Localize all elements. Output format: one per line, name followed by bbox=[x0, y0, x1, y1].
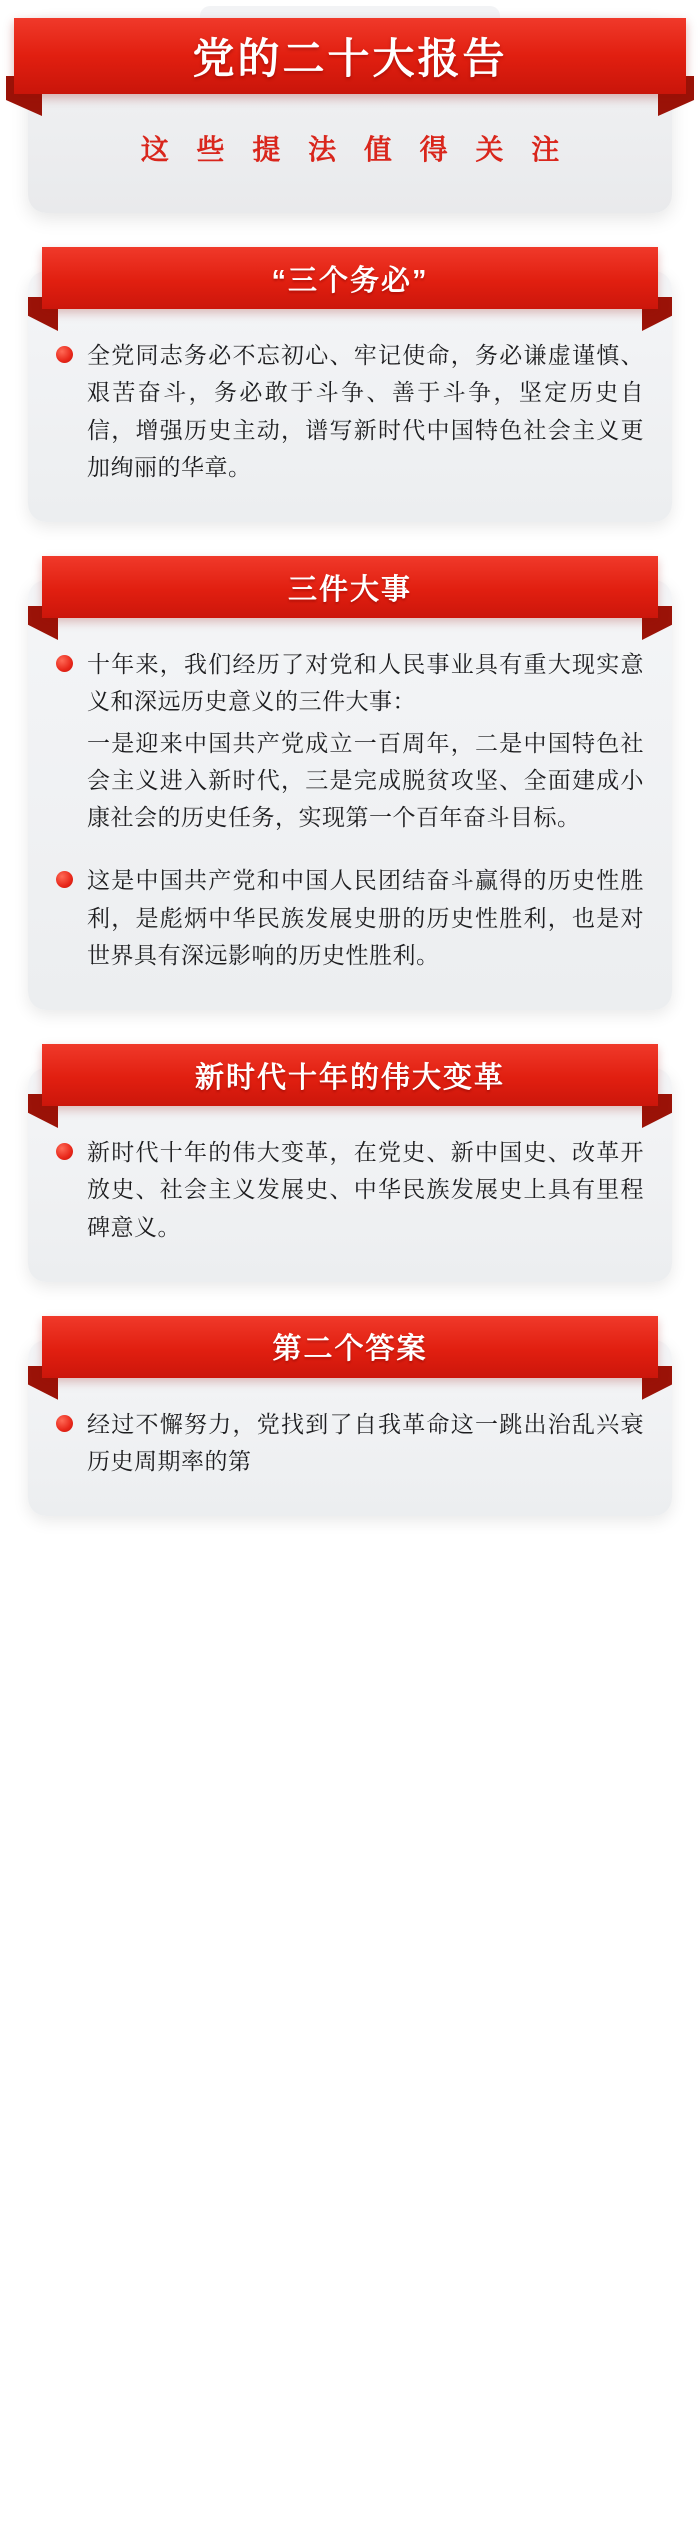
section-card bbox=[28, 1333, 672, 1517]
bullet-text bbox=[87, 1134, 644, 1246]
hero-ribbon bbox=[14, 18, 686, 94]
section-title: 第二个答案 bbox=[272, 1333, 428, 1366]
section-card bbox=[28, 573, 672, 1010]
list-item bbox=[56, 646, 644, 836]
section bbox=[28, 573, 672, 1010]
bullet-paragraph: 经过不懈努力，党找到了自我革命这一跳出治乱兴衰历史周期率的第 bbox=[87, 1410, 644, 1474]
hero-ribbon-wrap bbox=[28, 18, 672, 94]
section-ribbon bbox=[42, 1316, 658, 1378]
bullet-text bbox=[87, 1406, 644, 1481]
section-ribbon bbox=[42, 556, 658, 618]
page-title: 党的二十大报告 bbox=[192, 35, 508, 82]
bullet-paragraph: 全党同志务必不忘初心、牢记使命，务必谦虚谨慎、艰苦奋斗，务必敢于斗争、善于斗争，坚定历史自信，增强历史主动，谱写新时代中国特色社会主义更加绚丽的华章。 bbox=[87, 342, 644, 480]
section-title: 新时代十年的伟大变革 bbox=[194, 1061, 505, 1094]
sections-container bbox=[0, 264, 700, 1516]
bullet-dot-icon bbox=[56, 1415, 73, 1432]
page-subtitle: 这 些 提 法 值 得 关 注 bbox=[140, 134, 570, 165]
bullet-text bbox=[87, 862, 644, 974]
section-card bbox=[28, 1061, 672, 1282]
section-ribbon bbox=[42, 1044, 658, 1106]
section-title: 三件大事 bbox=[287, 573, 412, 606]
hero-card bbox=[28, 18, 672, 213]
list-item bbox=[56, 337, 644, 486]
bullet-dot-icon bbox=[56, 1143, 73, 1160]
list-item bbox=[56, 862, 644, 974]
section-card bbox=[28, 264, 672, 522]
section-ribbon-wrap bbox=[42, 556, 658, 618]
bullet-paragraph: 这是中国共产党和中国人民团结奋斗赢得的历史性胜利，是彪炳中华民族发展史册的历史性胜利，也是对世界具有深远影响的历史性胜利。 bbox=[87, 867, 644, 968]
bullet-dot-icon bbox=[56, 346, 73, 363]
section bbox=[28, 1061, 672, 1282]
section-ribbon-wrap bbox=[42, 1316, 658, 1378]
section-title: “三个务必” bbox=[271, 264, 429, 297]
section-ribbon-wrap bbox=[42, 1044, 658, 1106]
section bbox=[28, 1333, 672, 1517]
bullet-dot-icon bbox=[56, 871, 73, 888]
bullet-text bbox=[87, 337, 644, 486]
hero-banner bbox=[0, 18, 700, 213]
bullet-paragraph: 新时代十年的伟大变革，在党史、新中国史、改革开放史、社会主义发展史、中华民族发展史上具有里程碑意义。 bbox=[87, 1139, 644, 1240]
bullet-dot-icon bbox=[56, 655, 73, 672]
section-ribbon bbox=[42, 247, 658, 309]
section-ribbon-wrap bbox=[42, 247, 658, 309]
bullet-paragraph: 十年来，我们经历了对党和人民事业具有重大现实意义和深远历史意义的三件大事： bbox=[87, 651, 644, 715]
list-item bbox=[56, 1134, 644, 1246]
section bbox=[28, 264, 672, 522]
bullet-text bbox=[87, 646, 644, 836]
bullet-paragraph: 一是迎来中国共产党成立一百周年，二是中国特色社会主义进入新时代，三是完成脱贫攻坚、全面建成小康社会的历史任务，实现第一个百年奋斗目标。 bbox=[87, 729, 644, 830]
list-item bbox=[56, 1406, 644, 1481]
